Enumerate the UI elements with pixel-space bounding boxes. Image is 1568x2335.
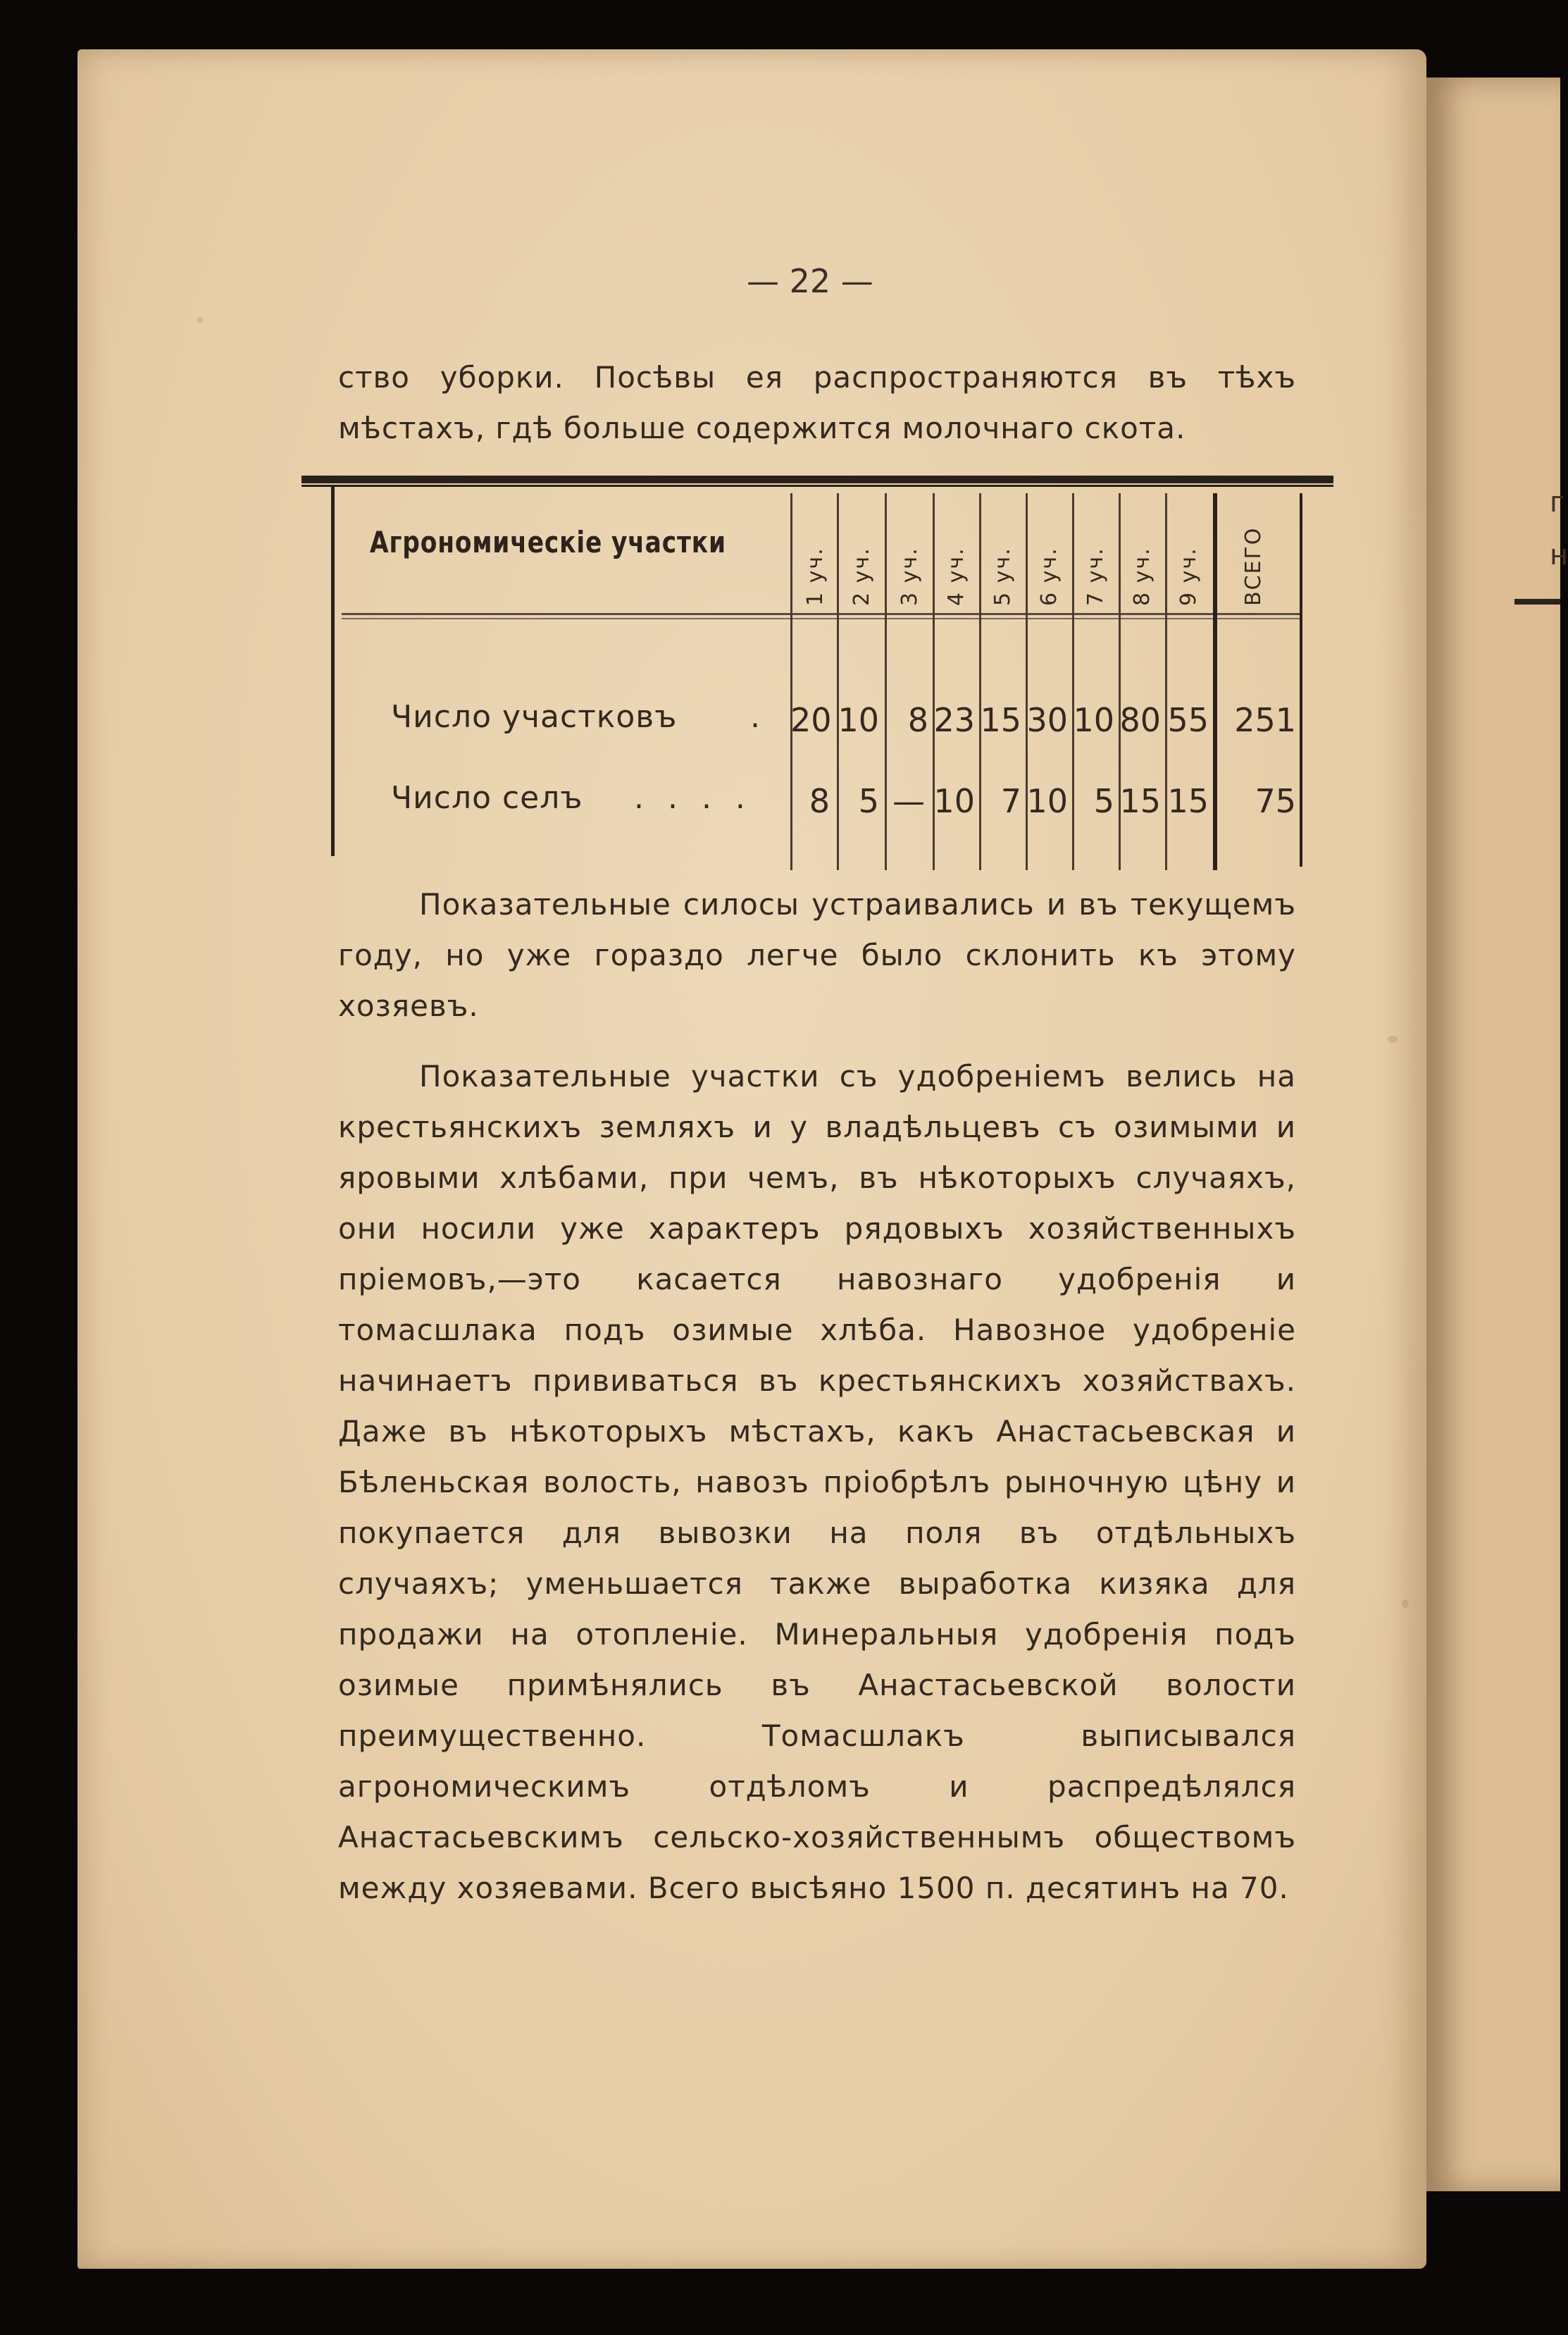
column-header: 5 уч. [990,547,1015,606]
paper-spot [1388,1036,1398,1043]
table-cell: 8 [907,701,928,739]
table-cell: 23 [933,701,975,739]
table-header-label: Агрономическіе участки [370,525,726,559]
table-cell: 8 [809,782,830,820]
column-header: ВСЕГО [1241,526,1266,606]
column-header: 7 уч. [1083,547,1108,606]
table-cell: — [892,782,925,820]
page-number: — 22 — [747,262,873,300]
column-header: 2 уч. [850,547,874,606]
table-cell: 10 [838,701,879,739]
table-cell: 15 [1119,782,1161,820]
row-leader-dots: . [750,699,767,735]
table-left-border [331,486,335,856]
table-cell: 10 [1026,782,1068,820]
paragraph: Показательные участки съ удобреніемъ велись на крестьянскихъ земляхъ и у владѣльцевъ съ озимыми и яровыми хлѣбами, при чемъ, въ нѣкоторыхъ случаяхъ, они носили уже характеръ рядовыхъ хозяйственныхъ пріемовъ,—это касается навознаго удобренія и томасшлака подъ озимые хлѣба. Навозное удобреніе начинаетъ прививаться въ крестьянскихъ хозяйствахъ. Даже въ нѣкоторыхъ мѣстахъ, какъ Анастасьевская и Бѣленьская волость, навозъ пріобрѣлъ рыночную цѣну и покупается для вывозки на поля въ отдѣльныхъ случаяхъ; уменьшается также выработка кизяка для продажи на отопленіе. Минеральныя удобренія подъ озимые примѣнялись въ Анастасьевской волости преимущественно. Томасшлакъ выписывался агрономическимъ отдѣломъ и распредѣлялся Анастасьевскимъ сельско-хозяйственнымъ обществомъ между хозяевами. Всего высѣяно 1500 п. десятинъ на 70. [338,1059,1296,1905]
paper-spot [1402,1599,1409,1608]
adjacent-page-fragment: г [1550,486,1565,519]
table-right-border [1300,493,1302,867]
column-header: 8 уч. [1130,547,1155,606]
adjacent-page [1426,78,1568,2191]
paragraph: Показательные силосы устраивались и въ текущемъ году, но уже гораздо легче было склонить къ этому хозяевъ. [338,887,1296,1023]
table-cell: 30 [1026,701,1068,739]
table-cell: 10 [1073,701,1114,739]
adjacent-page-rule [1514,599,1560,605]
table-header-rule [342,618,1300,619]
table-cell: 20 [790,701,832,739]
table-header-rule [342,613,1300,615]
table-cell: 80 [1119,701,1161,739]
row-leader-dots: . . . . [634,780,752,816]
table-cell: 75 [1255,782,1296,820]
table-top-rule [301,476,1333,483]
column-header: 9 уч. [1176,547,1201,606]
row-label: Число селъ [391,780,583,816]
column-header: 1 уч. [803,547,828,606]
table-cell: 15 [1167,782,1209,820]
table-top-rule [301,485,1333,487]
row-label: Число участковъ [391,699,678,735]
table-cell: 251 [1234,701,1296,739]
adjacent-page-fragment: н [1550,539,1568,571]
table-cell: 10 [933,782,975,820]
paragraph: ство уборки. Посѣвы ея распространяются въ тѣхъ мѣстахъ, гдѣ больше содержится молочнаго скота. [338,360,1296,445]
column-header: 3 уч. [897,547,922,606]
table-cell: 7 [1000,782,1021,820]
table-cell: 5 [858,782,879,820]
table-cell: 15 [980,701,1021,739]
table-cell: 55 [1167,701,1209,739]
table-cell: 5 [1093,782,1114,820]
column-header: 4 уч. [944,547,969,606]
column-header: 6 уч. [1037,547,1062,606]
paper-spot [197,317,203,323]
